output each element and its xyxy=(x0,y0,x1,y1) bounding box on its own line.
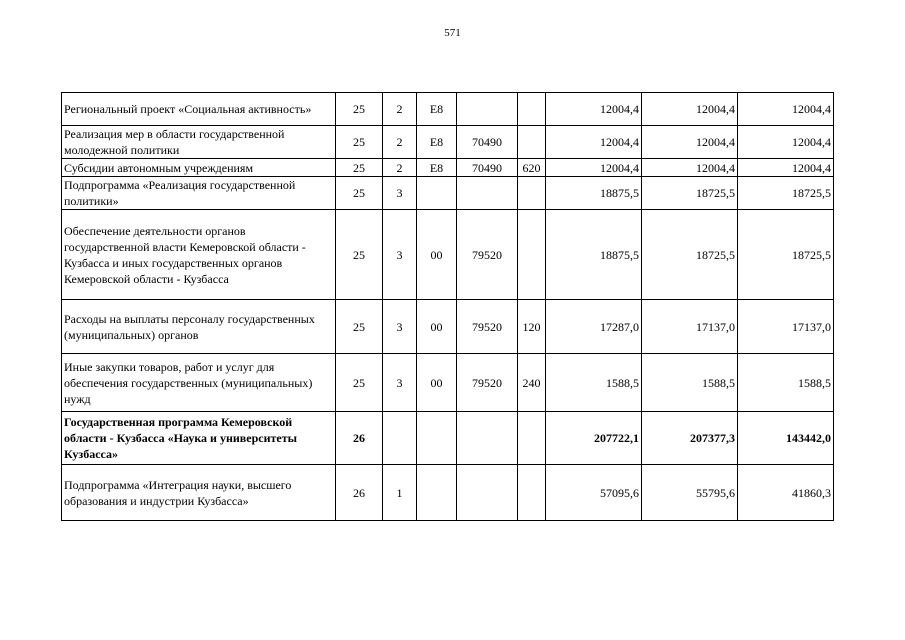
expense-type-cell xyxy=(518,126,546,159)
expense-type-cell xyxy=(518,93,546,126)
subprogram-code-cell: 1 xyxy=(383,465,417,521)
amount-year2-cell: 12004,4 xyxy=(642,93,738,126)
direction-code-cell: 70490 xyxy=(457,126,518,159)
program-code-cell: 25 xyxy=(336,177,383,210)
block-code-cell: 00 xyxy=(417,210,457,300)
direction-code-cell: 79520 xyxy=(457,300,518,354)
block-code-cell xyxy=(417,412,457,465)
table-row xyxy=(62,465,834,521)
table-row xyxy=(62,354,834,412)
amount-year3-cell: 18725,5 xyxy=(738,210,834,300)
program-code-cell: 25 xyxy=(336,300,383,354)
amount-year3-cell: 12004,4 xyxy=(738,93,834,126)
amount-year2-cell: 55795,6 xyxy=(642,465,738,521)
amount-year3-cell: 1588,5 xyxy=(738,354,834,412)
amount-year3-cell: 41860,3 xyxy=(738,465,834,521)
expense-type-cell xyxy=(518,412,546,465)
direction-code-cell xyxy=(457,465,518,521)
subprogram-code-cell: 3 xyxy=(383,177,417,210)
block-code-cell: E8 xyxy=(417,159,457,177)
amount-year2-cell: 18725,5 xyxy=(642,210,738,300)
budget-table xyxy=(61,92,834,521)
table-row xyxy=(62,177,834,210)
subprogram-code-cell: 2 xyxy=(383,93,417,126)
amount-year1-cell: 207722,1 xyxy=(546,412,642,465)
expense-type-cell: 620 xyxy=(518,159,546,177)
table-row xyxy=(62,93,834,126)
table-row xyxy=(62,126,834,159)
amount-year1-cell: 57095,6 xyxy=(546,465,642,521)
subprogram-code-cell: 2 xyxy=(383,159,417,177)
row-name-cell: Государственная программа Кемеровской области - Кузбасса «Наука и университеты Кузбасса» xyxy=(62,412,336,465)
program-code-cell: 26 xyxy=(336,465,383,521)
table-row xyxy=(62,300,834,354)
expense-type-cell xyxy=(518,177,546,210)
amount-year3-cell: 18725,5 xyxy=(738,177,834,210)
row-name-cell: Региональный проект «Социальная активность» xyxy=(62,93,336,126)
row-name-cell: Иные закупки товаров, работ и услуг для обеспечения государственных (муниципальных) нужд xyxy=(62,354,336,412)
table-body xyxy=(62,93,834,521)
amount-year2-cell: 1588,5 xyxy=(642,354,738,412)
table-row xyxy=(62,210,834,300)
amount-year1-cell: 1588,5 xyxy=(546,354,642,412)
row-name-cell: Обеспечение деятельности органов государственной власти Кемеровской области - Кузбасса и иных государственных органов Кемеровской области - Кузбасса xyxy=(62,210,336,300)
amount-year3-cell: 12004,4 xyxy=(738,126,834,159)
expense-type-cell xyxy=(518,210,546,300)
block-code-cell: E8 xyxy=(417,126,457,159)
direction-code-cell: 79520 xyxy=(457,354,518,412)
block-code-cell xyxy=(417,177,457,210)
row-name-cell: Реализация мер в области государственной молодежной политики xyxy=(62,126,336,159)
expense-type-cell: 120 xyxy=(518,300,546,354)
subprogram-code-cell: 3 xyxy=(383,300,417,354)
subprogram-code-cell: 3 xyxy=(383,354,417,412)
amount-year2-cell: 18725,5 xyxy=(642,177,738,210)
program-code-cell: 25 xyxy=(336,210,383,300)
block-code-cell: 00 xyxy=(417,300,457,354)
expense-type-cell xyxy=(518,465,546,521)
amount-year3-cell: 12004,4 xyxy=(738,159,834,177)
direction-code-cell xyxy=(457,93,518,126)
subprogram-code-cell: 2 xyxy=(383,126,417,159)
amount-year1-cell: 18875,5 xyxy=(546,177,642,210)
amount-year3-cell: 17137,0 xyxy=(738,300,834,354)
direction-code-cell xyxy=(457,412,518,465)
row-name-cell: Субсидии автономным учреждениям xyxy=(62,159,336,177)
block-code-cell: 00 xyxy=(417,354,457,412)
row-name-cell: Подпрограмма «Реализация государственной политики» xyxy=(62,177,336,210)
amount-year1-cell: 18875,5 xyxy=(546,210,642,300)
program-code-cell: 25 xyxy=(336,93,383,126)
amount-year2-cell: 17137,0 xyxy=(642,300,738,354)
direction-code-cell: 70490 xyxy=(457,159,518,177)
amount-year2-cell: 12004,4 xyxy=(642,126,738,159)
direction-code-cell xyxy=(457,177,518,210)
subprogram-code-cell xyxy=(383,412,417,465)
amount-year1-cell: 12004,4 xyxy=(546,93,642,126)
amount-year2-cell: 12004,4 xyxy=(642,159,738,177)
amount-year1-cell: 12004,4 xyxy=(546,126,642,159)
expense-type-cell: 240 xyxy=(518,354,546,412)
page-number: 571 xyxy=(444,27,461,39)
amount-year1-cell: 17287,0 xyxy=(546,300,642,354)
direction-code-cell: 79520 xyxy=(457,210,518,300)
program-code-cell: 25 xyxy=(336,126,383,159)
amount-year1-cell: 12004,4 xyxy=(546,159,642,177)
program-code-cell: 25 xyxy=(336,354,383,412)
row-name-cell: Расходы на выплаты персоналу государственных (муниципальных) органов xyxy=(62,300,336,354)
subprogram-code-cell: 3 xyxy=(383,210,417,300)
block-code-cell xyxy=(417,465,457,521)
table-row xyxy=(62,412,834,465)
program-code-cell: 26 xyxy=(336,412,383,465)
table-row xyxy=(62,159,834,177)
block-code-cell: E8 xyxy=(417,93,457,126)
amount-year3-cell: 143442,0 xyxy=(738,412,834,465)
program-code-cell: 25 xyxy=(336,159,383,177)
amount-year2-cell: 207377,3 xyxy=(642,412,738,465)
row-name-cell: Подпрограмма «Интеграция науки, высшего образования и индустрии Кузбасса» xyxy=(62,465,336,521)
